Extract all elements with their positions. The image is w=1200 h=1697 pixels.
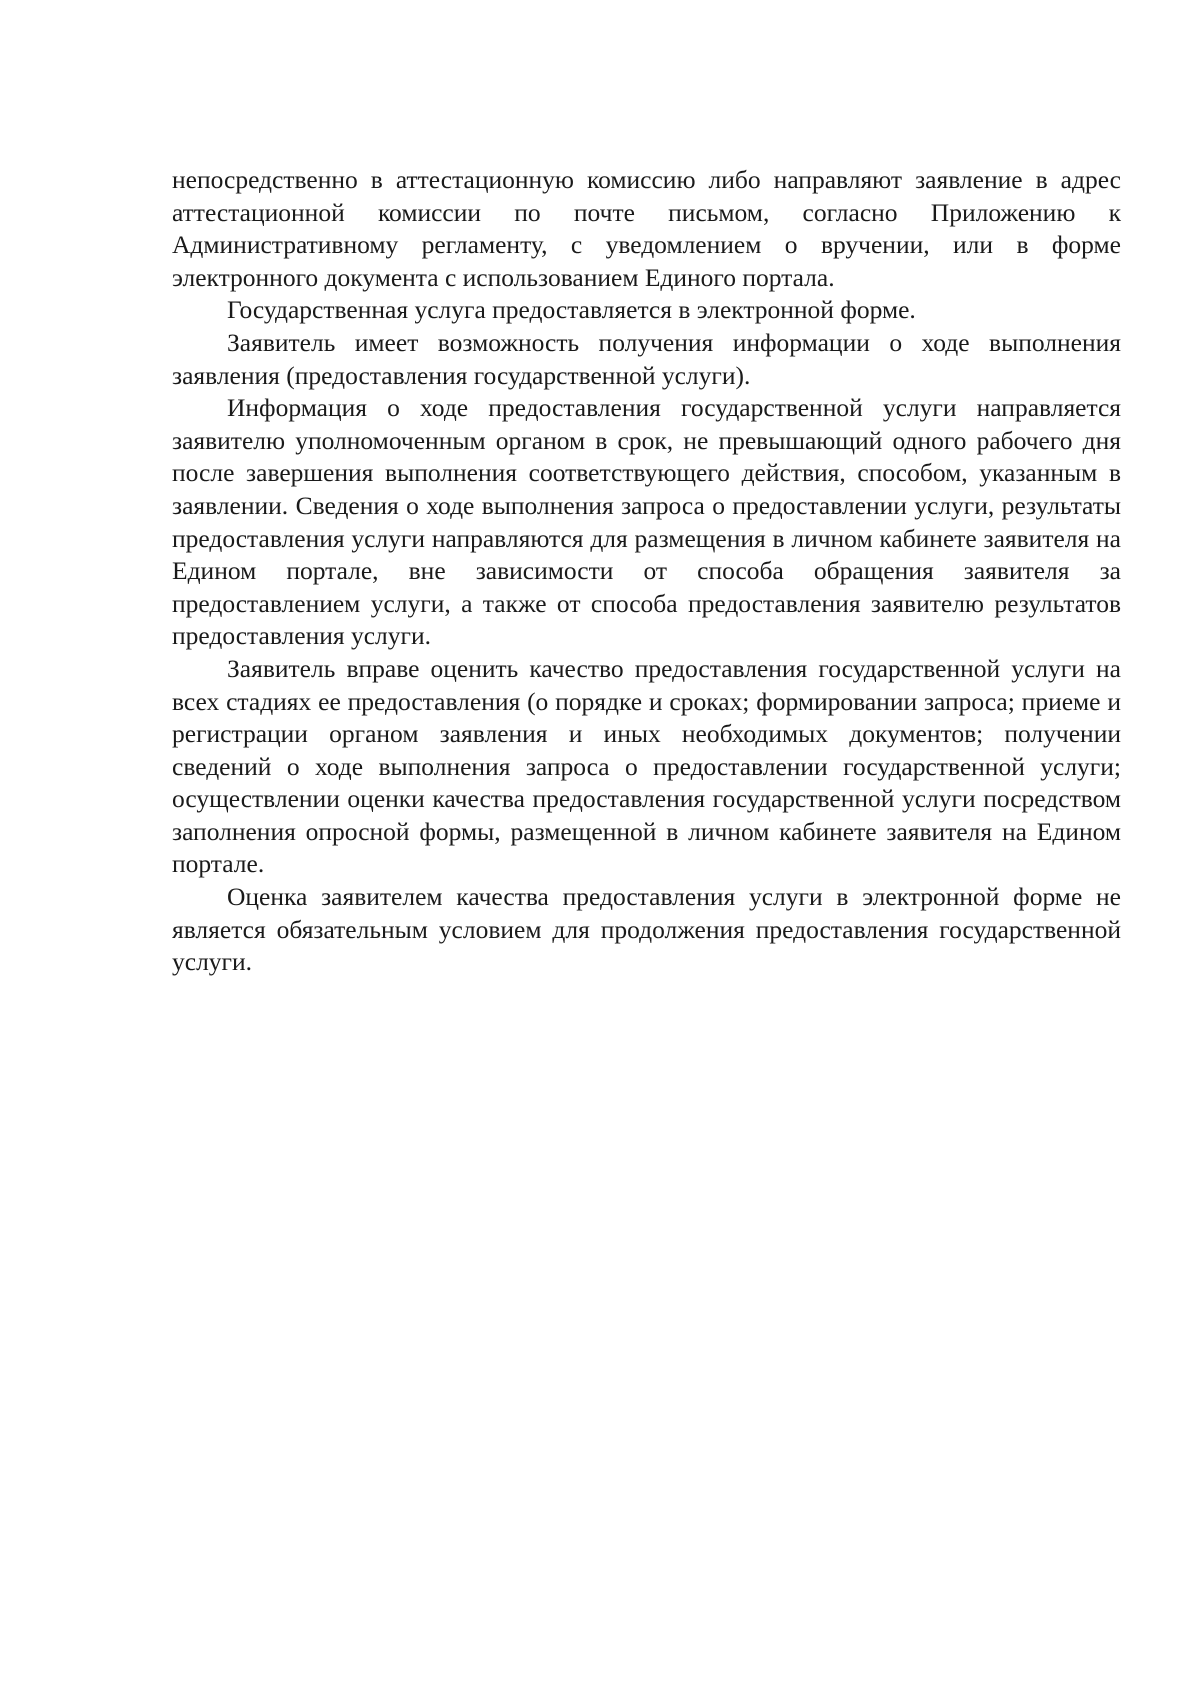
paragraph-progress-info: Заявитель имеет возможность получения информации о ходе выполнения заявления (предоставления государственной услуги).	[172, 327, 1121, 390]
paragraph-notification: Информация о ходе предоставления государственной услуги направляется заявителю уполномоченным органом в срок, не превышающий одного рабочего дня после завершения выполнения соответствующего действия, способом, указанным в заявлении. Сведения о ходе выполнения запроса о предоставлении услуги, результаты предоставления услуги направляются для размещения в личном кабинете заявителя на Едином портале, вне зависимости от способа обращения заявителя за предоставлением услуги, а также от способа предоставления заявителю результатов предоставления услуги.	[172, 393, 1121, 651]
paragraph-quality-evaluation: Заявитель вправе оценить качество предоставления государственной услуги на всех стадиях ее предоставления (о порядке и сроках; формировании запроса; приеме и регистрации органом заявления и иных необходимых документов; получении сведений о ходе выполнения запроса о предоставлении государственной услуги; осуществлении оценки качества предоставления государственной услуги посредством заполнения опросной формы, размещенной в личном кабинете заявителя на Едином портале.	[172, 653, 1121, 879]
paragraph-continuation: непосредственно в аттестационную комиссию либо направляют заявление в адрес аттестационной комиссии по почте письмом, согласно Приложению к Административному регламенту, с уведомлением о вручении, или в форме электронного документа с использованием Единого портала.	[172, 165, 1121, 292]
document-body	[172, 164, 1121, 979]
paragraph-electronic-form: Государственная услуга предоставляется в электронной форме.	[227, 295, 916, 325]
paragraph-evaluation-optional: Оценка заявителем качества предоставления услуги в электронной форме не является обязательным условием для продолжения предоставления государственной услуги.	[172, 882, 1121, 977]
